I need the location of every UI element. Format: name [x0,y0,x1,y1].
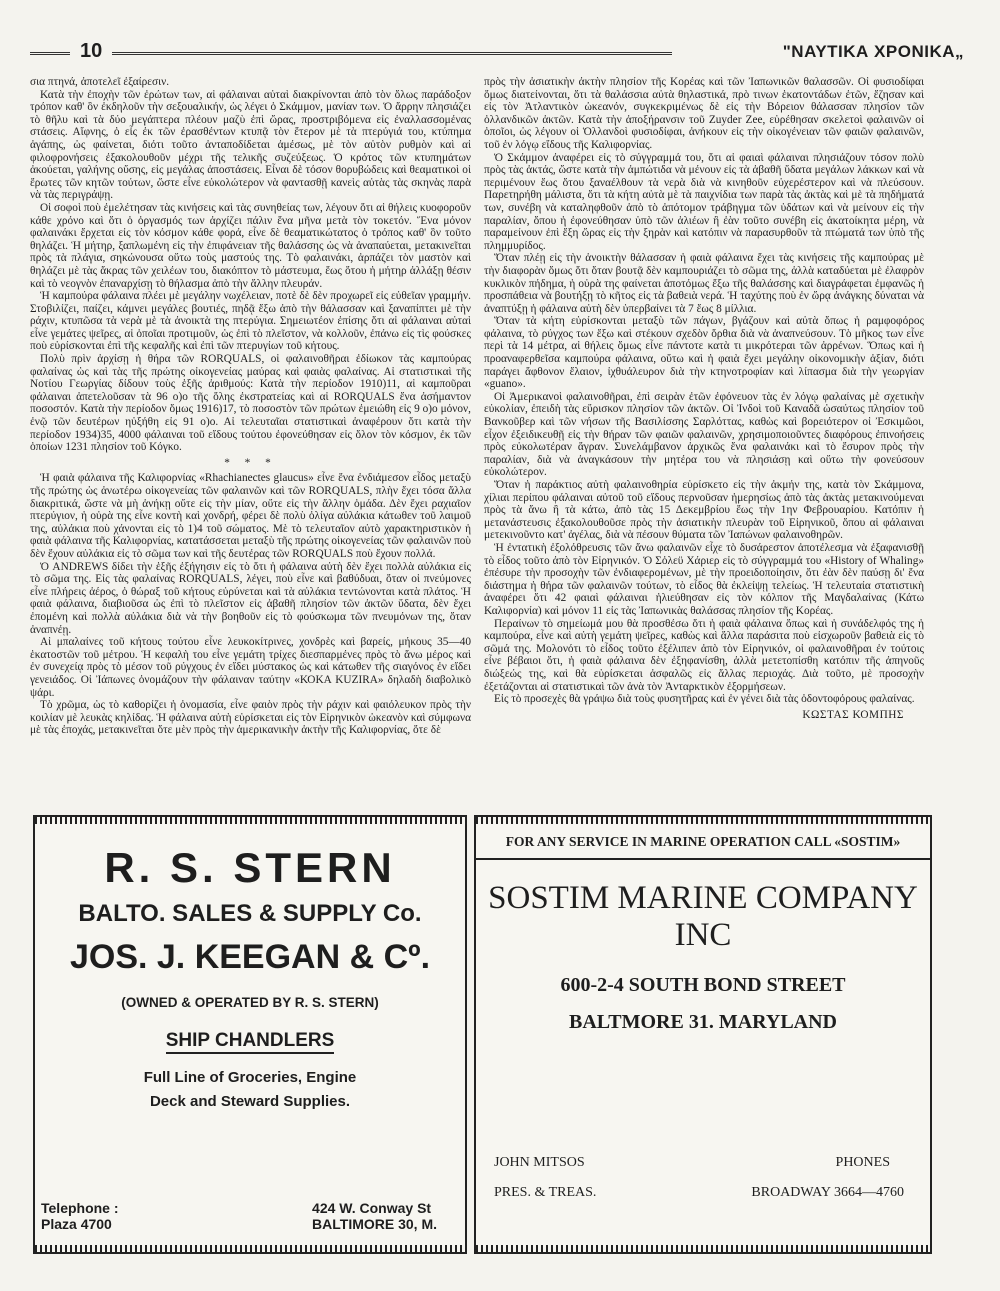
paragraph: σια πτηνά, ἀποτελεῖ ἐξαίρεσιν. [30,76,170,88]
paragraph: Οἱ σοφοὶ ποὺ ἐμελέτησαν τὰς κινήσεις καὶ τὰς συνηθείας των, λέγουν ὅτι αἱ θήλεις κυοφοροῦν κάθε χρόνο καὶ ὅτι ὁ ὀργασμός των ἀρχίζει πάλιν ἕνα μῆνα μετὰ τὸν τοκετόν. Ἕνα μόνον φαλαινάκι ἔρχεται εἰς τὸν κόσμον κάθε φορά, εἶνε δὲ θεαματικώτατος ὁ τρόπος καθ' ὃν τοῦτο θηλάζει. Ἡ μήτηρ, ξαπλωμένη εἰς τὴν ἐπιφάνειαν τῆς θαλάσσης ὡς νὰ ἀναπαύεται, μετακινεῖται πρὸς τὰ πλάγια, σηκώνουσα οὕτω τοὺς μαστούς της. Τὸ φαλαινάκι, ἁρπάζει τὸν μαστὸν καὶ θηλάζει μὲ τὰς ἄκρας τῶν χειλέων του, διακόπτον τὸ μάστευμα, ἕως ὅτου ἡ μήτηρ ἀλλάξῃ θέσιν καὶ τὸ νεογνὸν ἐπαναρχίσῃ τὸ θήλασμα ἀπὸ τὴν ἄλλην πλευράν. [30,201,471,290]
ad-address-line: BALTIMORE 30, M. [312,1216,437,1232]
ad-telephone [41,1200,119,1232]
ad-description-line: Full Line of Groceries, Engine [143,1069,357,1086]
ad-person-title: PRES. & TREAS. [494,1185,597,1200]
paragraph: Ἡ φαιὰ φάλαινα τῆς Καλιφορνίας «Rhachianectes glaucus» εἶνε ἕνα ἐνδιάμεσον εἶδος μεταξὺ τῆς πρώτης ὡς ἀνωτέρω οἰκογενείας τῶν φαλαινῶν καὶ τῶν RORQUALS, πλὴν ἔχει τόσα ἄλλα διακριτικά, ὥστε νὰ μὴ ἀνήκῃ οὔτε εἰς τὴν μίαν, οὔτε εἰς τὴν ἄλλην ὁμάδα. Δὲν ἔχει ραχιαῖον πτερύγιον, ἡ οὐρὰ της εἶνε κοντὴ καὶ χονδρή, φέρει δὲ πολὺ ὀλίγα αὐλάκια κάτωθεν τοῦ λαιμοῦ της, αὐλάκια ποὺ χάνονται εἰς τὸ 1)4 τοῦ σώματος. Μὲ τὸ τελευταῖον αὐτὸ χαρακτηριστικὸν ἡ φαιὰ φάλαινα τῆς Καλιφορνίας, κατατάσσεται μεταξὺ τῆς πρώτης οἰκογενείας τῶν φαλαινῶν ποὺ δὲν ἔχουν αὐλάκια εἰς τὸ σῶμα των καὶ τῆς δευτέρας τῶν RORQUALS ποὺ ἔχουν πολλά. [30,472,471,560]
ad-divider [476,858,930,860]
ad-company-subtitle: BALTO. SALES & SUPPLY Co. [78,900,422,927]
ad-telephone-label: Telephone : [41,1200,119,1216]
ad-telephone-value: Plaza 4700 [41,1216,112,1232]
advertisement-sostim [474,815,932,1254]
ad-company-name: SOSTIM MARINE COMPANY INC [488,880,918,953]
paragraph: Ὅταν ἡ παράκτιος αὐτὴ φαλαινοθηρία εὑρίσκετο εἰς τὴν ἀκμήν της, κατὰ τὸν Σκάμμονα, χίλιαι περίπου φάλαιναι αὐτοῦ τοῦ εἴδους περνοῦσαν ἡμερησίως ἀπὸ τὰς ἀκτὰς μετακινούμεναι πρὸς τὰ ἄνω ἢ τὰ κάτω, ἀπὸ τὰς 15 Δεκεμβρίου ἕως τὴν 1ην Φεβρουαρίου. Κατόπιν ἡ μετανάστευσις ἐξακολουθοῦσε πρὸς τὴν ἀσιατικὴν πλευρὰν τοῦ Εἰρηνικοῦ, ὅπου αἱ φάλαιναι μετεκινοῦντο κατ' ἀγέλας, διὰ νὰ πέσουν θύματα τῶν Ἰαπώνων φαλαινοθηρῶν. [484,479,924,542]
ad-person-name: JOHN MITSOS [494,1155,585,1170]
article-column-right [484,76,924,802]
paragraph: Ὁ ANDREWS δίδει τὴν ἑξῆς ἐξήγησιν εἰς τὸ ὅτι ἡ φάλαινα αὐτὴ δὲν ἔχει πολλὰ αὐλάκια εἰς τὸ σῶμα της. Εἰς τὰς φαλαίνας RORQUALS, λέγει, ποὺ εἶνε καὶ βαθύδυαι, ὅταν οἱ πνεύμονες εἶνε πλήρεις ἀέρος, ὁ θώραξ τοῦ κήτους εὐρύνεται καὶ τὰ αὐλάκια τεντώνονται κατὰ πλάτος. Ἡ φαιὰ φάλαινα, διαβιοῦσα ὡς ἐπὶ τὸ πλεῖστον εἰς ἀβαθῆ πλησίον τῶν ἀκτῶν ὕδατα, δὲν ἔχει ἐπομένη καὶ πολλὰ αὐλάκια διὰ νὰ τὴν βοηθοῦν εἰς τὸ φούσκωμα τῶν πνευμόνων της, ὅταν ἀναπνέῃ. [30,560,471,636]
ad-border-stripe [476,817,930,824]
paragraph: Ὅταν πλέῃ εἰς τὴν ἀνοικτὴν θάλασσαν ἡ φαιὰ φάλαινα ἔχει τὰς κινήσεις τῆς καμπούρας μὲ τὴν διαφορὰν ὅμως ὅτι ὅταν βουτᾷ δὲν καμπουριάζει τὸ σῶμα της, ἀλλὰ καταδύεται μὲ ἐλαφρὸν κυκλικὸν πήδημα, ἡ οὐρὰ της φαίνεται ἀποτόμως ἔξω τῆς θαλάσσης καὶ διαγράφεται ἐμφανῶς ἡ προσπάθεια νὰ βουτήξῃ τὸ κῆτος εἰς τὰ βαθειὰ νερά. Ἡ ταχύτης ποὺ ἐν ὥρᾳ ἀνάγκης δύναται νὰ ἀναπτύξῃ ἡ φάλαινα αὐτὴ δὲν ὑπερβαίνει τὰ 7 ἕως 8 μίλλια. [484,252,924,315]
section-separator: * * * [224,456,277,469]
ad-call-to-action: FOR ANY SERVICE IN MARINE OPERATION CALL «SOSTIM» [505,834,901,849]
page-header [30,40,972,66]
paragraph: Ἡ καμπούρα φάλαινα πλέει μὲ μεγάλην νωχέλειαν, ποτὲ δὲ δὲν προχωρεῖ εἰς εὐθεῖαν γραμμήν. Στοβιλίζει, παίζει, κάμνει μεγάλες βουτιές, πηδᾷ ἔξω ἀπὸ τὴν θάλασσαν καὶ ξαναπίπτει μὲ τὴν ράχιν, κτυπῶσα τὰ νερὰ μὲ τὰ ἀνοικτὰ της πτερύγια. Σημειωτέον ἐπίσης ὅτι αἱ φάλαιναι αὐταὶ εἶνε γεμάτες ψεῖρες, αἱ ὁποῖαι προτιμοῦν, ὡς ἐπὶ τὸ πλεῖστον, νὰ κολλοῦν, ἐπάνω εἰς τὶς φούσκες ποὺ εὑρίσκονται ἐπὶ τῆς κεφαλῆς καὶ ἐπὶ τῶν πτερυγίων τοῦ κήτους. [30,290,471,353]
paragraph: Ὁ Σκάμμον ἀναφέρει εἰς τὸ σύγγραμμά του, ὅτι αἱ φαιαὶ φάλαιναι πλησιάζουν τόσον πολὺ πρὸς τὰς ἀκτάς, ὥστε κατὰ τὴν ἀμπώτιδα νὰ μένουν εἰς τὰ ἀβαθῆ ὕδατα μεγάλων λάκκων καὶ νὰ περιμένουν ἕως ὅτου ξαναέλθουν τὰ νερὰ διὰ νὰ κινηθοῦν εὐχερέστερον καὶ νὰ πλεύσουν. Παρετηρήθη μάλιστα, ὅτι τὰ κήτη αὐτὰ μὲ τὰ παιχνίδια των παρὰ τὰς ἀκτὰς καὶ μὲ τὰ πηδήματά των, συνέβη νὰ καταληφθοῦν ἀπὸ τὸ ἀπότομον τράβηγμα τῶν ὑδάτων καὶ νὰ μείνουν εἰς τὴν παραλίαν, ὅπου ἡ ἐφονεύθησαν ὑπὸ τῶν ἁλιέων ἢ ἐὰν τοῦτο συνέβη εἰς ἀκατοίκητα μέρη, νὰ παραμείνουν ἐπὶ ἔξη ὥρας εἰς τὴν ξηρὰν καὶ κατόπιν νὰ παρασυρθοῦν τὰ πτώματά των ὑπὸ τῆς πλημμυρίδος. [484,151,924,252]
paragraph: Οἱ Ἀμερικανοὶ φαλαινοθῆραι, ἐπὶ σειρὰν ἐτῶν ἐφόνευον τὰς ἐν λόγῳ φαλαίνας μὲ σχετικὴν εὐκολίαν, ἐπειδὴ τὰς εὕρισκον πλησίον τῶν ἀκτῶν. Οἱ Ἰνδοὶ τοῦ Καναδᾶ ὡσαύτως πλησίον τοῦ Βανκοῦβερ καὶ τῶν νήσων τῆς Βασιλίσσης Σαρλόττας, καθὼς καὶ βορειότερον οἱ Ἐσκιμῶοι, εἶχον ἐξειδικευθῇ εἰς τὴν θήραν τῶν φαιῶν φαλαινῶν, χρησιμοποιοῦντες διαφόρους ἐπινοήσεις πρὸς εὐκολωτέραν ἄγραν. Συνελάμβανον ἀρχικῶς ἕνα φαλαινάκι καὶ τὸ ἔσυρον πρὸς τὴν παραλίαν, διὰ νὰ ἀναγκάσουν τὴν μητέρα του νὰ πλησιάσῃ καὶ οὕτω τὴν φονεύσουν εὐκολώτερον. [484,390,924,479]
paragraph: Αἱ μπαλαίνες τοῦ κήτους τούτου εἶνε λευκοκίτρινες, χονδρὲς καὶ βαρείς, μήκους 35—40 ἑκατοστῶν τοῦ μέτρου. Ἡ κεφαλὴ του εἶνε γεμάτη τρίχες διεσπαρμένες πρὸς τὸ ἄνω μέρος καὶ ἐν συνεχείᾳ πρὸς τὸ μέσον τοῦ ρύγχους ἐν εἴδει μύστακος ὡς καὶ κάτωθεν τῆς σιαγόνος ἐν εἴδει γενειάδος. Οἱ Ἰάπωνες ὀνομάζουν τὴν φάλαιναν ταύτην «ΚΟΚΑ KUZIRA» δηλαδὴ διαβολικὸ ψάρι. [30,636,471,699]
paragraph: Πολὺ πρὶν ἀρχίσῃ ἡ θήρα τῶν RORQUALS, οἱ φαλαινοθῆραι ἐδίωκον τὰς καμπούρας φαλαίνας ὡς καὶ τὰς τῆς πρώτης οἰκογενείας μαύρας καὶ φαιὰς φαλαίνας. Αἱ στατιστικαὶ τῆς Νοτίου Γεωργίας δίδουν τοὺς ἑξῆς ἀριθμούς: Κατὰ τὴν περίοδον 1910)11, αἱ καμποῦραι φάλαιναι ἀπετελοῦσαν τὰ 96 ο)ο τῆς ὅλης ἐκστρατείας καὶ αἱ RORQUALS ἕνα ἀσήμαντον ποσοστόν. Κατὰ τὴν περίοδον ὅμως 1916)17, τὸ ποσοστὸν τῶν πρώτων ἐμειώθη εἰς 9 ο)ο μόνον, ἐνῷ τῶν δευτέρων ηὐξήθη εἰς 91 ο)ο. Αἱ τελευταῖαι στατιστικαὶ ἀναφέρουν ὅτι κατὰ τὴν περίοδον 1934)35, 4000 φάλαιναι τοῦ εἴδους τούτου ἐφονεύθησαν εἰς ὅλον τὸν κόσμον, ἐκ τῶν ὁποίων 1231 πλησίον τοῦ Κόγκο. [30,353,471,454]
ad-address-line: 600-2-4 SOUTH BOND STREET [560,974,846,996]
ad-city-line: BALTMORE 31. MARYLAND [568,1011,838,1033]
ad-description-line: Deck and Steward Supplies. [149,1093,351,1110]
ad-phone-numbers: BROADWAY 3664—4760 [751,1185,904,1200]
ad-description [35,1066,465,1114]
article-column-left [30,76,471,802]
header-rule [112,52,672,55]
paragraph: Κατὰ τὴν ἐποχὴν τῶν ἐρώτων των, αἱ φάλαιναι αὐταὶ διακρίνονται ἀπὸ τὸν ὅλως παράδοξον τρόπον καθ' ὃν ἐκδηλοῦν τὴν σεξουαλικήν, ὡς λέγει ὁ Σκάμμον, μανίαν των. Ὁ ἄρρην πλησιάζει τὸ θῆλυ καὶ τὰ δύο μεγάπτερα πλέουν μαζὺ ἐπὶ ὥρας, προστριβόμενα εἰς ἐναλλασσομένας στάσεις. Αἴφνης, ὁ εἷς ἐκ τῶν ἐρασθέντων κτυπᾷ τὸν ἕτερον μὲ τὰ πτερύγιά του, κτύπημα ἀγάπης, ὡς φαίνεται, διότι τοῦτο ἀνταποδίδεται ἀμέσως, μὲ τὸν αὐτὸν ρυθμὸν καὶ αἱ φιλοφρονήσεις ἐξακολουθοῦν μέχρι τῆς τελικῆς συζεύξεως. Ὁ κρότος τῶν κτυπημάτων ἀκούεται, γαλήνης οὔσης, εἰς μεγάλας ἀποστάσεις. Εἶναι δὲ τόσον θορυβώδεις καὶ θεαματικοὶ οἱ ἔρωτες τῶν κητῶν τούτων, ὥστε εἶνε εὐκολώτερον νὰ φαντασθῇ κανεὶς αὐτὰς τὰς σκηνὰς παρὰ νὰ τὰς περιγράψῃ. [30,88,471,202]
advertisement-stern [33,815,467,1254]
ad-company-secondary: JOS. J. KEEGAN & Cº. [69,938,431,976]
header-rule [30,52,70,55]
publication-title: "ΝΑΥΤΙΚΑ ΧΡΟΝΙΚΑ„ [782,42,964,61]
ad-address [312,1200,437,1232]
ad-service-heading [35,1030,465,1052]
ad-border-stripe [476,1245,930,1252]
ad-ownership-note: (OWNED & OPERATED BY R. S. STERN) [121,995,379,1010]
paragraph: Ὅταν τὰ κήτη εὑρίσκονται μεταξὺ τῶν πάγων, βγάζουν καὶ αὐτὰ ὅπως ἡ ραμφοφόρος φάλαινα, τὸ ρύγχος των ἔξω καὶ στέκουν σχεδὸν ὄρθια διὰ νὰ ἀναπνεύσουν. Τὸ μῆκος των εἶνε περὶ τὰ 14 μέτρα, αἱ θήλεις ὅμως εἶνε πάντοτε κατὰ τι μικρότεραι τῶν ἀρρένων. Ὅπως καὶ ἡ προαναφερθεῖσα καμπούρα φάλαινα, οὕτω καὶ ἡ φαιὰ ἔχει μεγάλην οἰκονομικὴν ἀξίαν, διότι παράγει ἄφθονον ἔλαιον, ἰχθυάλευρον διὰ τὴν κτηνοτροφίαν καὶ λίπασμα διὰ τὴν γεωργίαν «guano». [484,315,924,391]
ad-service-label: SHIP CHANDLERS [166,1030,335,1054]
ad-address-line: 424 W. Conway St [312,1200,432,1216]
paragraph: Εἰς τὸ προσεχὲς θὰ γράψω διὰ τοὺς φυσητῆρας καὶ ἐν γένει διὰ τὰς ὀδοντοφόρους φαλαίνας. [494,693,915,706]
ad-border-stripe [35,1245,465,1252]
ad-contact [35,1200,465,1240]
author-signature: ΚΩΣΤΑΣ ΚΟΜΠΗΣ [802,708,904,721]
paragraph: Ἡ ἐντατικὴ ἐξολόθρευσις τῶν ἄνω φαλαινῶν εἶχε τὸ δυσάρεστον ἀποτέλεσμα νὰ ἐξαφανισθῇ τὸ εἶδος τοῦτο ἀπὸ τὸν Εἰρηνικόν. Ὁ Σὀλεϋ Χάριερ εἰς τὸ σύγγραμμά του «History of Whaling» ἐπέσυρε τὴν προσοχὴν τῶν ἐνδιαφερομένων, μὲ τὴν προειδοποίησιν, ὅτι ἐὰν δὲν παύσῃ δι' ἕνα διάστημα ἡ θήρα τῶν φαλαινῶν τούτων, τὸ εἶδος θὰ ἐκλείψῃ τελείως. Ἡ τελευταία στατιστικὴ ἀναφέρει ὅτι 42 φαιαὶ φάλαιναι ἡλιεύθησαν εἰς τὸν κόλπον τῆς Μαγδαλαίνας (Κάτω Καλιφορνία) καὶ μόνον 11 εἰς τὰς Ἰαπωνικὰς θαλάσσας πλησίον τῆς Κορέας. [484,541,924,617]
ad-phones-label: PHONES [835,1155,890,1170]
page-number: 10 [80,40,103,62]
paragraph: Περαίνων τὸ σημείωμά μου θὰ προσθέσω ὅτι ἡ φαιὰ φάλαινα ὅπως καὶ ἡ συνάδελφός της ἡ καμπούρα, εἶνε καὶ αὐτὴ γεμάτη ψεῖρες, καθὼς καὶ ἄλλα παράσιτα ποὺ εἰσχωροῦν βαθειὰ εἰς τὸ σῶμά της. Μολονότι τὸ εἶδος τοῦτο ἐξέλιπεν ἀπὸ τὸν Εἰρηνικόν, οἱ φαλαινοθῆραι ἐν τούτοις εἶνε βέβαιοι ὅτι, ἡ φαιὰ φάλαινα δὲν ἐξηφανίσθη, ἀλλὰ μετετοπίσθη κατόπιν τῆς ἀπηνοῦς διώξεώς της, καὶ θὰ εὑρίσκεται ἀσφαλῶς εἰς ἄλλας περιοχάς. Διὰ τοῦτο, μὲ προσοχὴν ἐξετάζονται αἱ στατιστικαὶ τῶν ἀνὰ τὸν Ἀνταρκτικὸν ἐξορμήσεων. [484,617,924,693]
paragraph: Τὸ χρῶμα, ὡς τὸ καθορίζει ἡ ὀνομασία, εἶνε φαιὸν πρὸς τὴν ράχιν καὶ φαιόλευκον πρὸς τὴν κοιλίαν μὲ λευκὰς κηλίδας. Ἡ φάλαινα αὐτὴ εὑρίσκεται εἰς τὸν Εἰρηνικὸν ὠκεανὸν καὶ σύμφωνα μὲ τὰς ἐποχάς, μετακινεῖται ὅτε μὲν πρὸς τὴν ἀμερικανικὴν ἀκτὴν τῆς Καλιφορνίας, ὅτε δὲ [30,699,471,737]
ad-border-stripe [35,817,465,824]
ad-company-name: R. S. STERN [104,844,396,891]
paragraph: πρὸς τὴν ἀσιατικὴν ἀκτὴν πλησίον τῆς Κορέας καὶ τῶν Ἰαπωνικῶν θαλασσῶν. Οἱ φυσιοδίφαι ὅμως διατείνονται, ὅτι τὰ θαλάσσια αὐτὰ θηλαστικά, πρὸ τινων ἑκατοντάδων ἐτῶν, ἔζησαν καὶ εἰς τὸν Ἀτλαντικὸν ὠκεανόν, συγκεκριμένως δὲ εἰς τὴν Βόρειον θάλασσαν πλησίον τῶν ὁλλανδικῶν ἀκτῶν. Κατὰ τὴν ἀποξήρανσιν τοῦ Zuyder Zee, εὑρέθησαν σκελετοὶ φαλαινῶν οἱ ὁποῖοι, ὡς λέγουν οἱ Ὁλλανδοὶ φυσιοδίφαι, ἀνήκουν εἰς τὴν οἰκογένειαν τῶν φαιῶν φαλαινῶν, τοῦ ἐν λόγῳ εἴδους τῆς Καλιφορνίας. [484,76,924,151]
